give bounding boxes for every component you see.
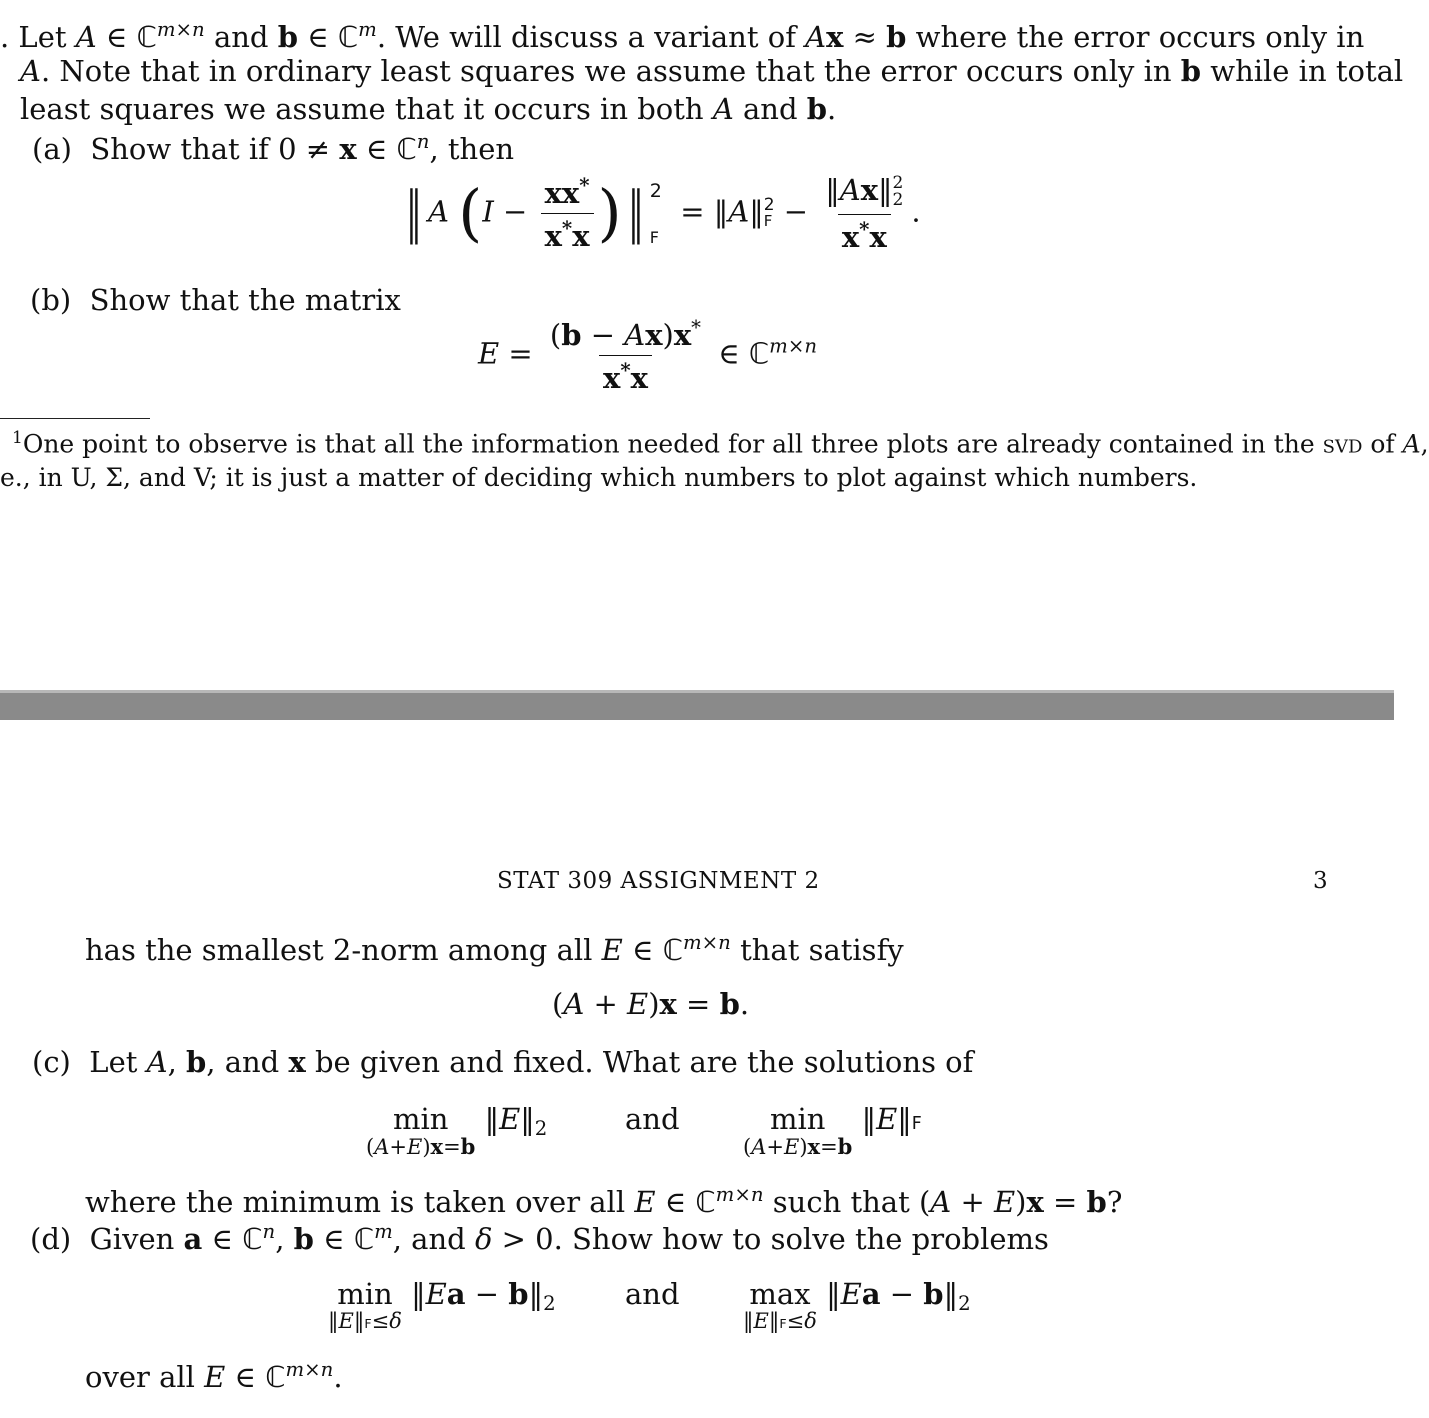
p2-line-1: has the smallest 2-norm among all E ∈ ℂ$^{m\times n}$ that satisfy [85, 931, 904, 967]
intro-line-1: . Let A ∈ ℂ$^{m\times n}$ and b ∈ ℂ$^m$. We will discuss a variant of Ax ≈ b where the error occurs only in [0, 18, 1365, 54]
intro-line-3: least squares we assume that it occurs in both A and b. [20, 92, 837, 126]
part-a: (a) Show that if 0 ≠ x ∈ ℂ$^n$, then [32, 130, 515, 166]
p2-equation: (A + E)x = b. [552, 987, 750, 1021]
part-c-min-2: min (A+E)x=b $‖E‖_2$ [366, 1102, 548, 1159]
part-d-min: min ‖E‖F≤δ ‖Ea − $b‖_2$ [328, 1277, 556, 1333]
part-c-where: where the minimum is taken over all E ∈ ℂ$^{m\times n}$ such that (A + E)x = b? [85, 1183, 1123, 1219]
part-d-over: over all E ∈ ℂ$^{m\times n}$. [85, 1358, 343, 1394]
part-b: (b) Show that the matrix [30, 283, 401, 317]
page-header-title: STAT 309 ASSIGNMENT 2 [497, 868, 820, 894]
page-divider [0, 690, 1394, 720]
footnote-rule [0, 418, 150, 419]
equation-a: ‖ A (I − $\frac{xx^*}{x^*x}$ ) ‖ 2 F = ‖A‖ 2 F − ‖Ax‖ 2 2 x*x . [406, 173, 921, 254]
part-d: (d) Given a ∈ ℂ$^n$, b ∈ ℂ$^m$, and δ > 0. Show how to solve the problems [30, 1220, 1049, 1256]
page-number: 3 [1313, 868, 1329, 894]
part-d-max: max ‖E‖F≤δ ‖Ea − $b‖_2$ [743, 1277, 971, 1333]
equation-b: E = $\frac{(b - Ax)x^*}{x^*x}$ ∈ ℂ$^{m\times n}$ [478, 316, 818, 395]
part-c: (c) Let A, b, and x be given and fixed. What are the solutions of [32, 1045, 974, 1079]
part-c-min-f: min (A+E)x=b ‖E‖F [743, 1102, 922, 1159]
footnote-line-2: e., in U, Σ, and V; it is just a matter of deciding which numbers to plot against which numbers. [0, 463, 1198, 492]
intro-line-2: A. Note that in ordinary least squares we assume that the error occurs only in b while in total [20, 54, 1404, 88]
footnote-line-1: $^1$One point to observe is that all the information needed for all three plots are already contained in the svd of A, [12, 428, 1429, 459]
part-c-and: and [625, 1102, 680, 1136]
part-d-and: and [625, 1277, 680, 1311]
page-top [0, 0, 1429, 690]
